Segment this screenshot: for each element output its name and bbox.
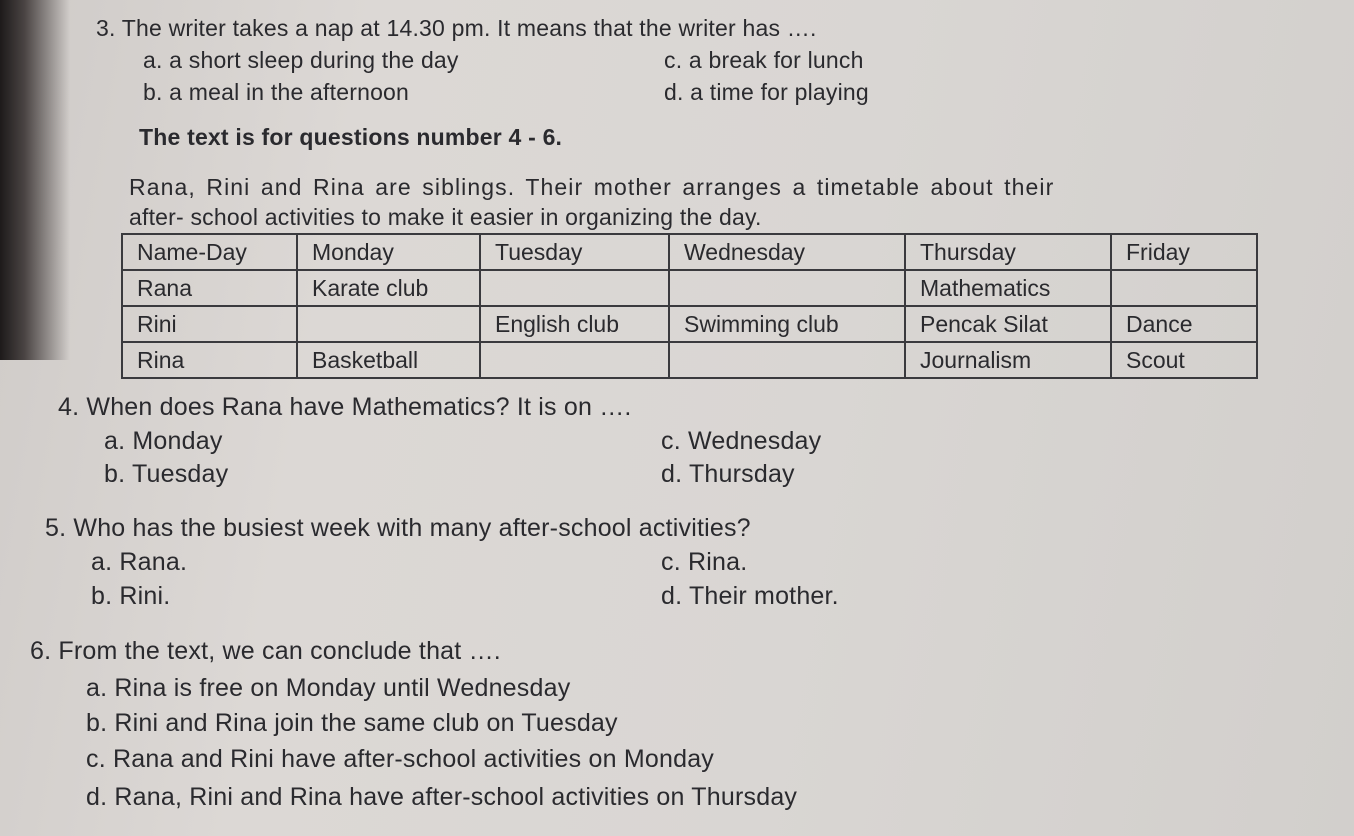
q3-option-b: b. a meal in the afternoon [143,79,410,105]
q4-option-c: c. Wednesday [661,427,822,455]
q4-option-d: d. Thursday [661,460,795,488]
passage-line-1: Rana, Rini and Rina are siblings. Their mother arranges a timetable about their [129,174,1055,200]
table-cell: English club [480,306,669,342]
q6-option-d: d. Rana, Rini and Rina have after-school activities on Thursday [86,783,798,811]
table-cell: Basketball [297,342,480,378]
q6-option-a: a. Rina is free on Monday until Wednesday [86,674,571,702]
q3-option-c: c. a break for lunch [664,47,864,73]
q5-option-a: a. Rana. [91,548,188,576]
header-monday: Monday [297,234,480,270]
q4-option-a: a. Monday [104,427,223,455]
passage-heading: The text is for questions number 4 - 6. [139,124,563,150]
question-3: 3. The writer takes a nap at 14.30 pm. It means that the writer has …. [96,15,817,41]
question-5: 5. Who has the busiest week with many after-school activities? [45,514,751,542]
table-cell: Karate club [297,270,480,306]
q5-option-b: b. Rini. [91,582,171,610]
table-cell: Mathematics [905,270,1111,306]
page-shadow-edge [0,0,70,360]
table-row [122,270,1257,306]
q6-option-c: c. Rana and Rini have after-school activities on Monday [86,745,714,773]
question-6: 6. From the text, we can conclude that …. [30,637,501,665]
table-cell: Rina [122,342,297,378]
q5-option-c: c. Rina. [661,548,748,576]
header-tuesday: Tuesday [480,234,669,270]
table-cell: Dance [1111,306,1257,342]
q6-option-b: b. Rini and Rina join the same club on Tuesday [86,709,618,737]
question-4: 4. When does Rana have Mathematics? It is on …. [58,393,632,421]
table-cell [480,342,669,378]
table-cell [669,270,905,306]
table-cell: Pencak Silat [905,306,1111,342]
q5-option-d: d. Their mother. [661,582,839,610]
q3-option-a: a. a short sleep during the day [143,47,459,73]
header-thursday: Thursday [905,234,1111,270]
table-cell [1111,270,1257,306]
header-wednesday: Wednesday [669,234,905,270]
header-friday: Friday [1111,234,1257,270]
table-row [122,306,1257,342]
table-cell: Journalism [905,342,1111,378]
table-cell: Rana [122,270,297,306]
table-cell [669,342,905,378]
table-cell: Scout [1111,342,1257,378]
table-row [122,342,1257,378]
table-cell [480,270,669,306]
passage-line-2: after- school activities to make it easier in organizing the day. [129,204,762,230]
timetable [121,233,1258,379]
timetable-header-row [122,234,1257,270]
q4-option-b: b. Tuesday [104,460,229,488]
header-name-day: Name-Day [122,234,297,270]
table-cell: Swimming club [669,306,905,342]
table-cell: Rini [122,306,297,342]
table-cell [297,306,480,342]
q3-option-d: d. a time for playing [664,79,869,105]
